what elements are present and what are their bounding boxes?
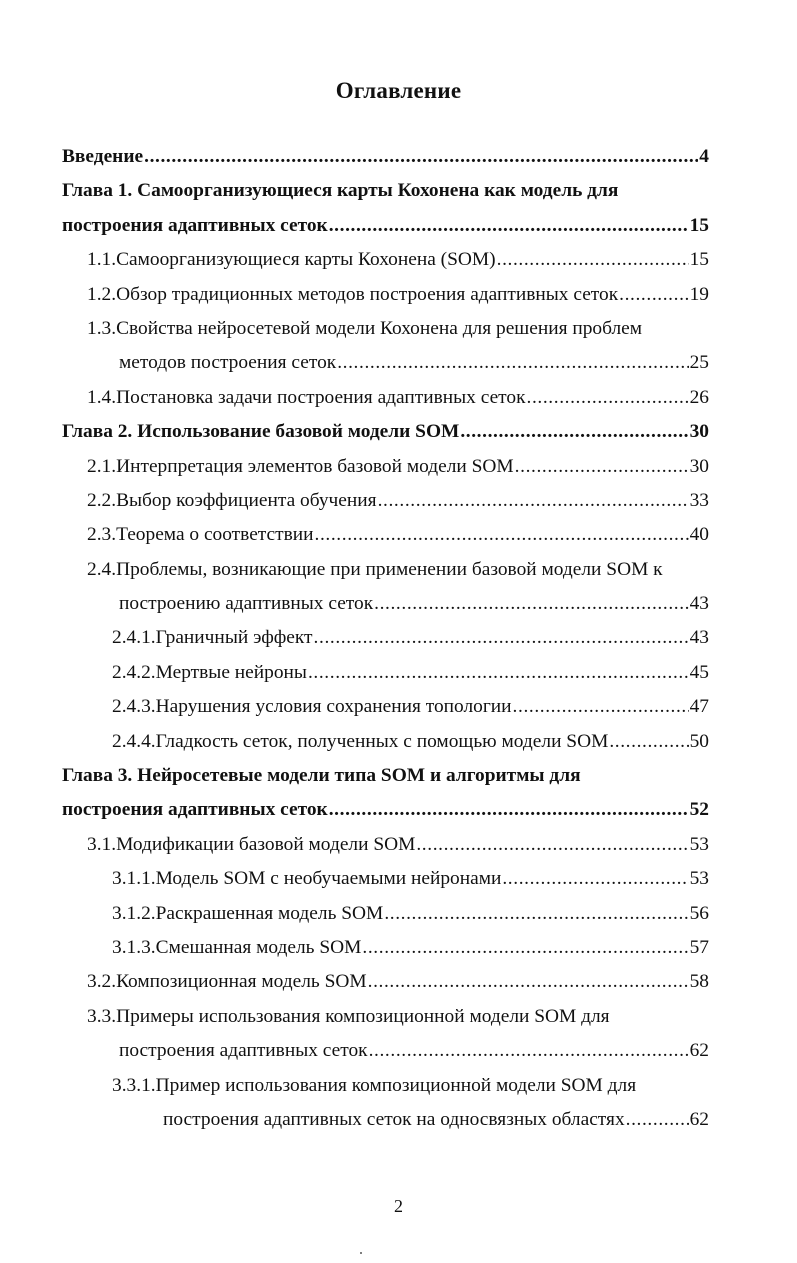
toc-entry[interactable] — [62, 209, 709, 243]
toc-entry[interactable] — [62, 656, 709, 690]
toc-entry-title: Глава 1. Самоорганизующиеся карты Кохонена как модель для — [62, 180, 619, 202]
toc-entry-title: Раскрашенная модель SOM — [155, 902, 384, 924]
toc-leader-dots — [144, 140, 698, 174]
toc-entry-number: 3.1.3. — [112, 936, 156, 958]
toc-entry-page: 50 — [689, 730, 709, 752]
toc-entry-number: 2.4.1. — [112, 627, 156, 649]
toc-entry[interactable] — [62, 1103, 709, 1137]
scan-speck — [360, 1252, 362, 1254]
toc-entry-page: 43 — [689, 627, 709, 649]
toc-entry[interactable] — [62, 1000, 709, 1034]
toc-entry-title: Модификации базовой модели SOM — [116, 833, 416, 855]
toc-entry-title: построения адаптивных сеток — [62, 214, 328, 236]
toc-entry-page: 47 — [689, 696, 709, 718]
toc-entry[interactable] — [62, 862, 709, 896]
toc-entry-page: 45 — [689, 661, 709, 683]
toc-leader-dots — [626, 1103, 689, 1137]
toc-entry[interactable] — [62, 897, 709, 931]
toc-entry-number: 1.2. — [87, 283, 117, 305]
toc-entry-title: методов построения сеток — [119, 352, 337, 374]
toc-leader-dots — [369, 1034, 689, 1068]
toc-entry[interactable] — [62, 828, 709, 862]
toc-entry-title: Нарушения условия сохранения топологии — [155, 696, 512, 718]
toc-entry-title: Граничный эффект — [155, 627, 313, 649]
toc-entry-title: Теорема о соответствии — [116, 524, 314, 546]
toc-entry-number: 2.4.4. — [112, 730, 156, 752]
toc-entry-title: Мертвые нейроны — [155, 661, 307, 683]
toc-entry-title: Интерпретация элементов базовой модели SOM — [116, 455, 514, 477]
toc-entry-number: 2.1. — [87, 455, 117, 477]
toc-entry-page: 33 — [689, 489, 709, 511]
toc-entry-number: 3.3.1. — [112, 1074, 156, 1096]
table-of-contents — [62, 140, 709, 1137]
toc-entry[interactable] — [62, 346, 709, 380]
toc-entry-title: Самоорганизующиеся карты Кохонена (SOM) — [116, 249, 496, 271]
toc-entry-number: 2.2. — [87, 489, 117, 511]
toc-entry-title: Примеры использования композиционной модели SOM для — [116, 1005, 610, 1027]
toc-leader-dots — [368, 965, 689, 999]
toc-entry[interactable] — [62, 140, 709, 174]
toc-entry-title: построения адаптивных сеток — [62, 799, 328, 821]
toc-entry-number: 2.4.3. — [112, 696, 156, 718]
toc-leader-dots — [460, 415, 688, 449]
toc-entry[interactable] — [62, 793, 709, 827]
toc-entry-number: 1.3. — [87, 317, 117, 339]
toc-leader-dots — [497, 243, 689, 277]
toc-leader-dots — [502, 862, 688, 896]
toc-entry[interactable] — [62, 587, 709, 621]
toc-entry-page: 30 — [689, 421, 709, 443]
toc-entry-page: 15 — [689, 249, 709, 271]
toc-entry-title: Модель SOM с необучаемыми нейронами — [155, 868, 502, 890]
toc-entry-page: 43 — [689, 593, 709, 615]
toc-entry-number: 2.4. — [87, 558, 117, 580]
toc-entry[interactable] — [62, 759, 709, 793]
toc-entry-number: 3.2. — [87, 971, 117, 993]
toc-leader-dots — [314, 621, 689, 655]
toc-entry[interactable] — [62, 484, 709, 518]
toc-leader-dots — [308, 656, 689, 690]
toc-entry-title: Гладкость сеток, полученных с помощью модели SOM — [155, 730, 609, 752]
toc-entry[interactable] — [62, 553, 709, 587]
toc-entry-number: 2.3. — [87, 524, 117, 546]
toc-entry-title: Проблемы, возникающие при применении базовой модели SOM к — [116, 558, 663, 580]
toc-entry-title: Глава 3. Нейросетевые модели типа SOM и алгоритмы для — [62, 765, 581, 787]
toc-entry-number: 3.3. — [87, 1005, 117, 1027]
toc-entry-title: построению адаптивных сеток — [119, 593, 374, 615]
toc-entry-title: Выбор коэффициента обучения — [116, 489, 377, 511]
toc-entry-page: 25 — [689, 352, 709, 374]
toc-entry-title: Постановка задачи построения адаптивных сеток — [116, 386, 526, 408]
toc-leader-dots — [362, 931, 688, 965]
toc-entry[interactable] — [62, 450, 709, 484]
toc-leader-dots — [513, 690, 689, 724]
toc-entry-title: Пример использования композиционной модели SOM для — [155, 1074, 637, 1096]
toc-leader-dots — [619, 278, 688, 312]
toc-entry-page: 40 — [689, 524, 709, 546]
toc-leader-dots — [329, 793, 689, 827]
page-number: 2 — [394, 1196, 403, 1216]
toc-entry-page: 15 — [689, 214, 709, 236]
toc-entry[interactable] — [62, 1069, 709, 1103]
toc-entry[interactable] — [62, 415, 709, 449]
toc-leader-dots — [374, 587, 688, 621]
toc-entry[interactable] — [62, 518, 709, 552]
toc-entry[interactable] — [62, 621, 709, 655]
toc-leader-dots — [527, 381, 689, 415]
toc-entry-title: Композиционная модель SOM — [116, 971, 367, 993]
toc-entry-page: 62 — [689, 1040, 709, 1062]
toc-entry-page: 52 — [689, 799, 709, 821]
toc-entry[interactable] — [62, 381, 709, 415]
toc-entry-number: 1.1. — [87, 249, 117, 271]
toc-entry-page: 53 — [689, 833, 709, 855]
toc-entry-number: 3.1.2. — [112, 902, 156, 924]
toc-entry[interactable] — [62, 243, 709, 277]
toc-leader-dots — [515, 450, 689, 484]
page-title: Оглавление — [335, 78, 462, 103]
toc-entry-title: Глава 2. Использование базовой модели SOM — [62, 421, 460, 443]
toc-leader-dots — [384, 897, 688, 931]
toc-entry-title: Смешанная модель SOM — [155, 936, 362, 958]
toc-entry-title: построения адаптивных сеток — [119, 1040, 368, 1062]
toc-entry[interactable] — [62, 278, 709, 312]
toc-entry[interactable] — [62, 690, 709, 724]
toc-leader-dots — [337, 346, 688, 380]
toc-leader-dots — [609, 725, 688, 759]
toc-entry-title: Введение — [62, 146, 144, 167]
toc-entry-number: 2.4.2. — [112, 661, 156, 683]
toc-entry-page: 58 — [689, 971, 709, 993]
toc-entry-title: построения адаптивных сеток на односвязных областях — [163, 1108, 625, 1130]
toc-entry[interactable] — [62, 174, 709, 208]
toc-entry[interactable] — [62, 965, 709, 999]
toc-entry[interactable] — [62, 725, 709, 759]
toc-entry-page: 62 — [689, 1108, 709, 1130]
toc-entry-title: Свойства нейросетевой модели Кохонена для решения проблем — [116, 317, 643, 339]
toc-leader-dots — [315, 518, 689, 552]
toc-entry-page: 56 — [689, 902, 709, 924]
toc-entry[interactable] — [62, 1034, 709, 1068]
toc-entry-page: 53 — [689, 868, 709, 890]
toc-entry[interactable] — [62, 312, 709, 346]
toc-entry-page: 30 — [689, 455, 709, 477]
toc-entry-page: 4 — [699, 146, 709, 167]
toc-entry-page: 57 — [689, 936, 709, 958]
toc-entry-number: 3.1.1. — [112, 868, 156, 890]
toc-entry-page: 19 — [689, 283, 709, 305]
toc-entry-number: 1.4. — [87, 386, 117, 408]
toc-leader-dots — [378, 484, 689, 518]
toc-entry-page: 26 — [689, 386, 709, 408]
toc-leader-dots — [329, 209, 689, 243]
toc-entry-number: 3.1. — [87, 833, 117, 855]
toc-leader-dots — [416, 828, 688, 862]
toc-entry[interactable] — [62, 931, 709, 965]
toc-entry-title: Обзор традиционных методов построения адаптивных сеток — [116, 283, 619, 305]
